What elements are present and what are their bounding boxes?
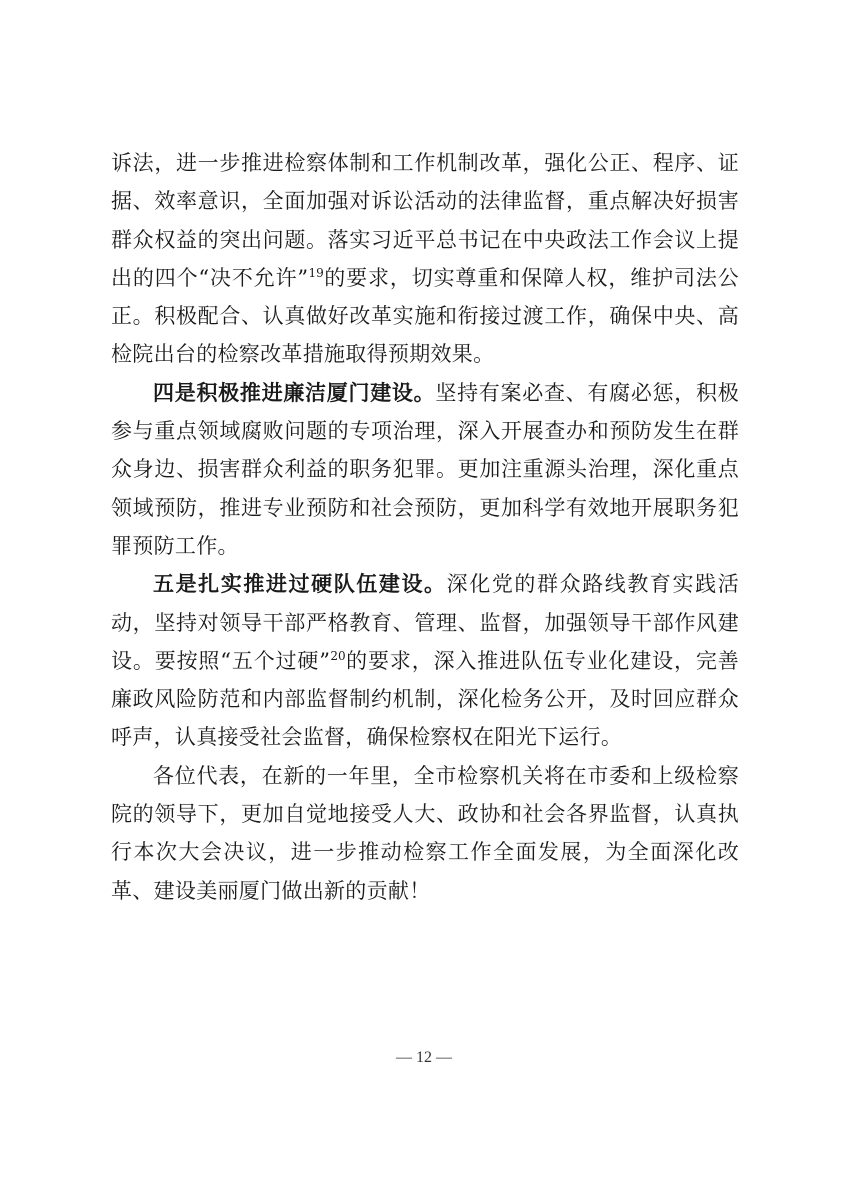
paragraph-text: 坚持有案必查、有腐必惩，积极参与重点领域腐败问题的专项治理，深入开展查办和预防发生在群众身边、损害群众利益的职务犯罪。更加注重源头治理，深化重点领域预防，推进专业预防和社会预防，更加科学有效地开展职务犯罪预防工作。 <box>111 380 740 558</box>
paragraph-point-four <box>111 374 739 565</box>
paragraph-text: 各位代表，在新的一年里，全市检察机关将在市委和上级检察院的领导下，更加自觉地接受人大、政协和社会各界监督，认真执行本次大会决议，进一步推动检察工作全面发展，为全面深化改革、建设美丽厦门做出新的贡献！ <box>111 763 739 903</box>
footnote-ref-19: 19 <box>308 265 324 280</box>
page-number: — 12 — <box>396 1049 452 1066</box>
paragraph-text: 诉法，进一步推进检察体制和工作机制改革，强化公正、程序、证据、效率意识，全面加强对诉讼活动的法律监督，重点解决好损害群众权益的突出问题。落实习近平总书记在中央政法工作会议上提出的四个“决不允许” <box>111 151 739 290</box>
paragraph-text: 的要求，深入推进队伍专业化建设，完善廉政风险防范和内部监督制约机制，深化检务公开，及时回应群众呼声，认真接受社会监督，确保检察权在阳光下运行。 <box>111 648 739 750</box>
point-heading: 四是积极推进廉洁厦门建设。 <box>153 379 436 405</box>
paragraph-continuation <box>111 144 739 374</box>
point-heading: 五是扎实推进过硬队伍建设。 <box>153 571 447 597</box>
paragraph-closing <box>111 757 739 910</box>
paragraph-text: 深化党的群众路线教育实践活动，坚持对领导干部严格教育、管理、监督，加强领导干部作风建设。要按照“五个过硬” <box>111 572 739 673</box>
paragraph-text: 的要求，切实尊重和保障人权，维护司法公正。积极配合、认真做好改革实施和衔接过渡工作，确保中央、高检院出台的检察改革措施取得预期效果。 <box>111 265 739 367</box>
footnote-ref-20: 20 <box>330 648 346 663</box>
document-body <box>111 144 739 910</box>
paragraph-point-five <box>111 565 739 756</box>
